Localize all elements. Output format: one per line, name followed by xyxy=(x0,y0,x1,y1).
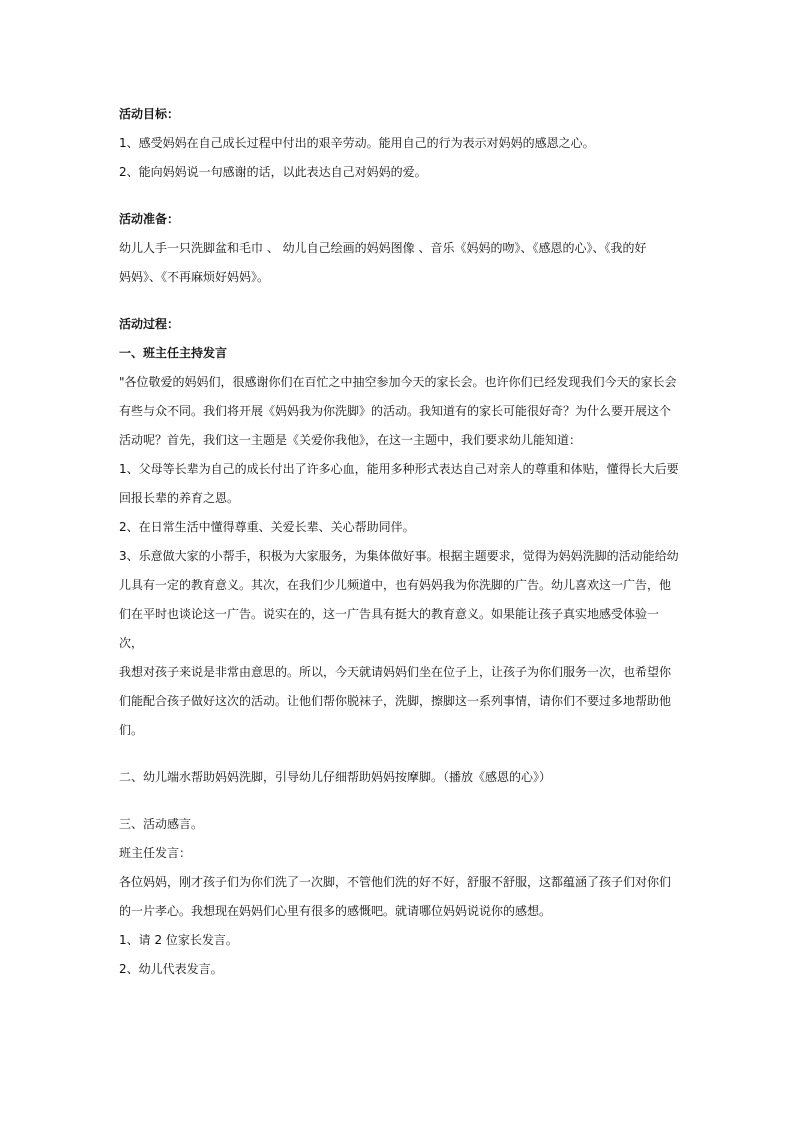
part3-line: 的一片孝心。我想现在妈妈们心里有很多的感慨吧。就请哪位妈妈说说你的感想。 xyxy=(119,904,552,918)
part1-line: 们能配合孩子做好这次的活动。让他们帮你脱袜子，洗脚，擦脚这一系列事情，请你们不要过多地帮助他 xyxy=(119,694,672,708)
part1-line: 们。 xyxy=(119,723,144,737)
part1-line: 回报长辈的养育之恩。 xyxy=(119,491,240,505)
part1-line: 3、乐意做大家的小帮手，积极为大家服务，为集体做好事。根据主题要求，觉得为妈妈洗脚的活动能给幼 xyxy=(119,549,679,563)
part1-line: 们在平时也谈论这一广告。说实在的，这一广告具有挺大的教育意义。如果能让孩子真实地感受体验一次， xyxy=(119,607,660,650)
part1-line: "各位敬爱的妈妈们，很感谢你们在百忙之中抽空参加今天的家长会。也许你们已经发现我们今天的家长会 xyxy=(119,375,677,389)
part1-line: 有些与众不同。我们将开展《妈妈我为你洗脚》的活动。我知道有的家长可能很好奇？为什么要开展这个 xyxy=(119,404,672,418)
goal-item: 2、能向妈妈说一句感谢的话，以此表达自己对妈妈的爱。 xyxy=(119,165,427,179)
part3-sub: 班主任发言： xyxy=(119,846,192,860)
part1-line: 我想对孩子来说是非常由意思的。所以，今天就请妈妈们坐在位子上，让孩子为你们服务一次，也希望你 xyxy=(119,665,672,679)
part3-line: 1、请 2 位家长发言。 xyxy=(119,933,238,947)
goal-item: 1、感受妈妈在自己成长过程中付出的艰辛劳动。能用自己的行为表示对妈妈的感恩之心。 xyxy=(119,136,595,150)
part1-line: 2、在日常生活中懂得尊重、关爱长辈、关心帮助同伴。 xyxy=(119,520,415,534)
part3-line: 2、幼儿代表发言。 xyxy=(119,962,223,976)
document-page xyxy=(119,100,679,984)
prep-heading: 活动准备： xyxy=(119,212,180,226)
part1-line: 儿具有一定的教育意义。其次，在我们少儿频道中，也有妈妈我为你洗脚的广告。幼儿喜欢这一广告，他 xyxy=(119,578,672,592)
part3-line: 各位妈妈，刚才孩子们为你们洗了一次脚，不管他们洗的好不好，舒服不舒服，这都蕴涵了孩子们对你们 xyxy=(119,875,672,889)
process-heading: 活动过程： xyxy=(119,317,180,331)
prep-line: 幼儿人手一只洗脚盆和毛巾 、 幼儿自己绘画的妈妈图像 、音乐《妈妈的吻》、《感恩的心》、《我的好 xyxy=(119,241,647,255)
part2-line: 二、幼儿端水帮助妈妈洗脚，引导幼儿仔细帮助妈妈按摩脚。（播放《感恩的心》） xyxy=(119,770,552,784)
prep-line: 妈妈》、《不再麻烦好妈妈》。 xyxy=(119,270,270,284)
part1-line: 活动呢？首先，我们这一主题是《关爱你我他》，在这一主题中，我们要求幼儿能知道： xyxy=(119,433,582,447)
part3-heading: 三、活动感言。 xyxy=(119,817,204,831)
part1-heading: 一、班主任主持发言 xyxy=(119,346,228,360)
part1-line: 1、父母等长辈为自己的成长付出了许多心血，能用多种形式表达自己对亲人的尊重和体贴，懂得长大后要 xyxy=(119,462,679,476)
goals-heading: 活动目标： xyxy=(119,107,180,121)
